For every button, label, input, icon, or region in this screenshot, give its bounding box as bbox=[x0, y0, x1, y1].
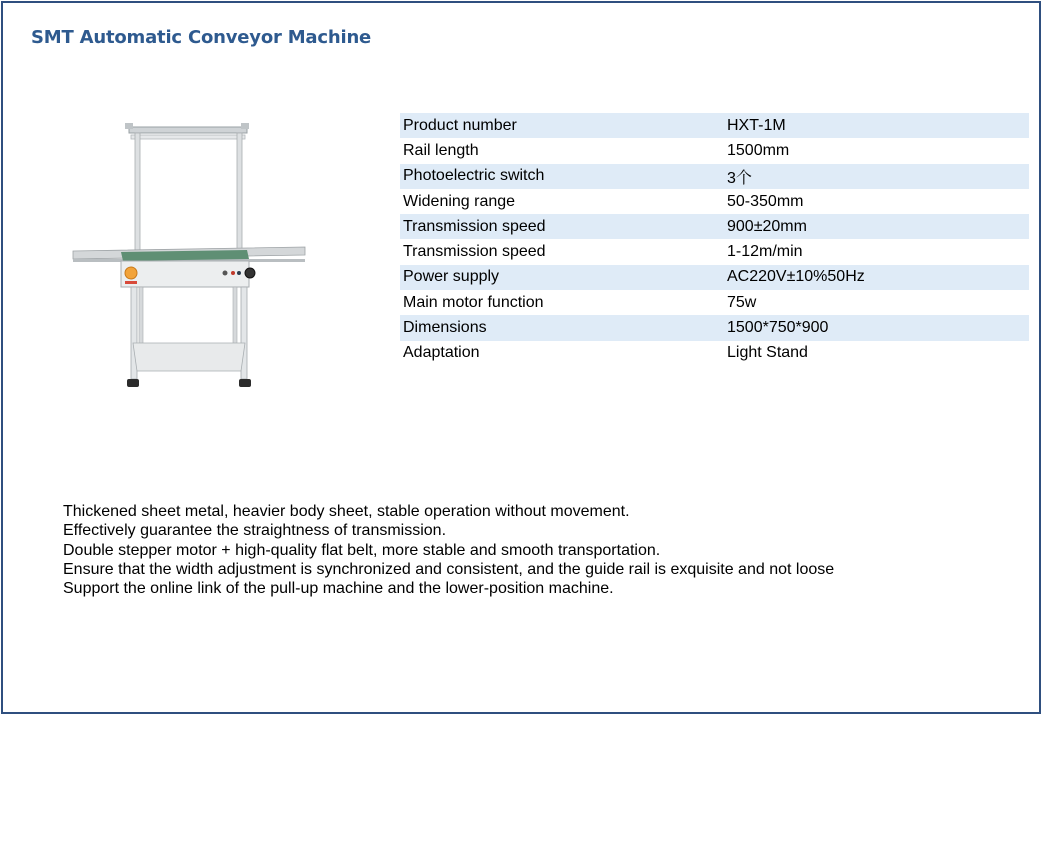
spec-value: 1500mm bbox=[727, 141, 790, 159]
table-row bbox=[400, 214, 1029, 239]
table-row bbox=[400, 341, 1029, 366]
spec-label: Rail length bbox=[403, 141, 479, 159]
spec-value: 1-12m/min bbox=[727, 243, 803, 261]
table-row bbox=[400, 189, 1029, 214]
spec-value: 3个 bbox=[724, 164, 1029, 189]
spec-value: HXT-1M bbox=[724, 113, 1029, 138]
spec-label: Product number bbox=[400, 113, 724, 138]
table-row bbox=[400, 164, 1029, 189]
table-row bbox=[400, 239, 1029, 264]
spec-label: Widening range bbox=[403, 192, 516, 210]
feature-line: Ensure that the width adjustment is synchronized and consistent, and the guide rail is exquisite and not loose bbox=[63, 560, 835, 578]
conveyor-machine-illustration bbox=[69, 121, 309, 393]
feature-list bbox=[63, 502, 834, 598]
table-row bbox=[400, 265, 1029, 290]
feature-line: Thickened sheet metal, heavier body sheet, stable operation without movement. bbox=[63, 503, 630, 520]
spec-label: Photoelectric switch bbox=[400, 164, 724, 189]
spec-label: Transmission speed bbox=[400, 214, 724, 239]
document-frame bbox=[1, 1, 1041, 714]
spec-value: Light Stand bbox=[727, 344, 808, 362]
spec-table bbox=[400, 113, 1029, 366]
table-row bbox=[400, 315, 1029, 340]
feature-line: Double stepper motor + high-quality flat belt, more stable and smooth transportation. bbox=[63, 541, 661, 559]
spec-value: 900±20mm bbox=[724, 214, 1029, 239]
table-row bbox=[400, 138, 1029, 163]
spec-label: Main motor function bbox=[403, 293, 544, 311]
feature-line: Effectively guarantee the straightness of transmission. bbox=[63, 522, 447, 540]
spec-value: AC220V±10%50Hz bbox=[724, 265, 1029, 290]
feature-line: Support the online link of the pull-up machine and the lower-position machine. bbox=[63, 580, 614, 598]
table-row bbox=[400, 290, 1029, 315]
spec-value: 75w bbox=[727, 293, 757, 311]
page-title: SMT Automatic Conveyor Machine bbox=[31, 27, 372, 48]
spec-label: Transmission speed bbox=[403, 243, 546, 261]
table-row bbox=[400, 113, 1029, 138]
spec-value: 1500*750*900 bbox=[724, 315, 1029, 340]
spec-label: Power supply bbox=[400, 265, 724, 290]
spec-value: 50-350mm bbox=[727, 192, 804, 210]
spec-label: Dimensions bbox=[400, 315, 724, 340]
spec-label: Adaptation bbox=[403, 344, 480, 362]
